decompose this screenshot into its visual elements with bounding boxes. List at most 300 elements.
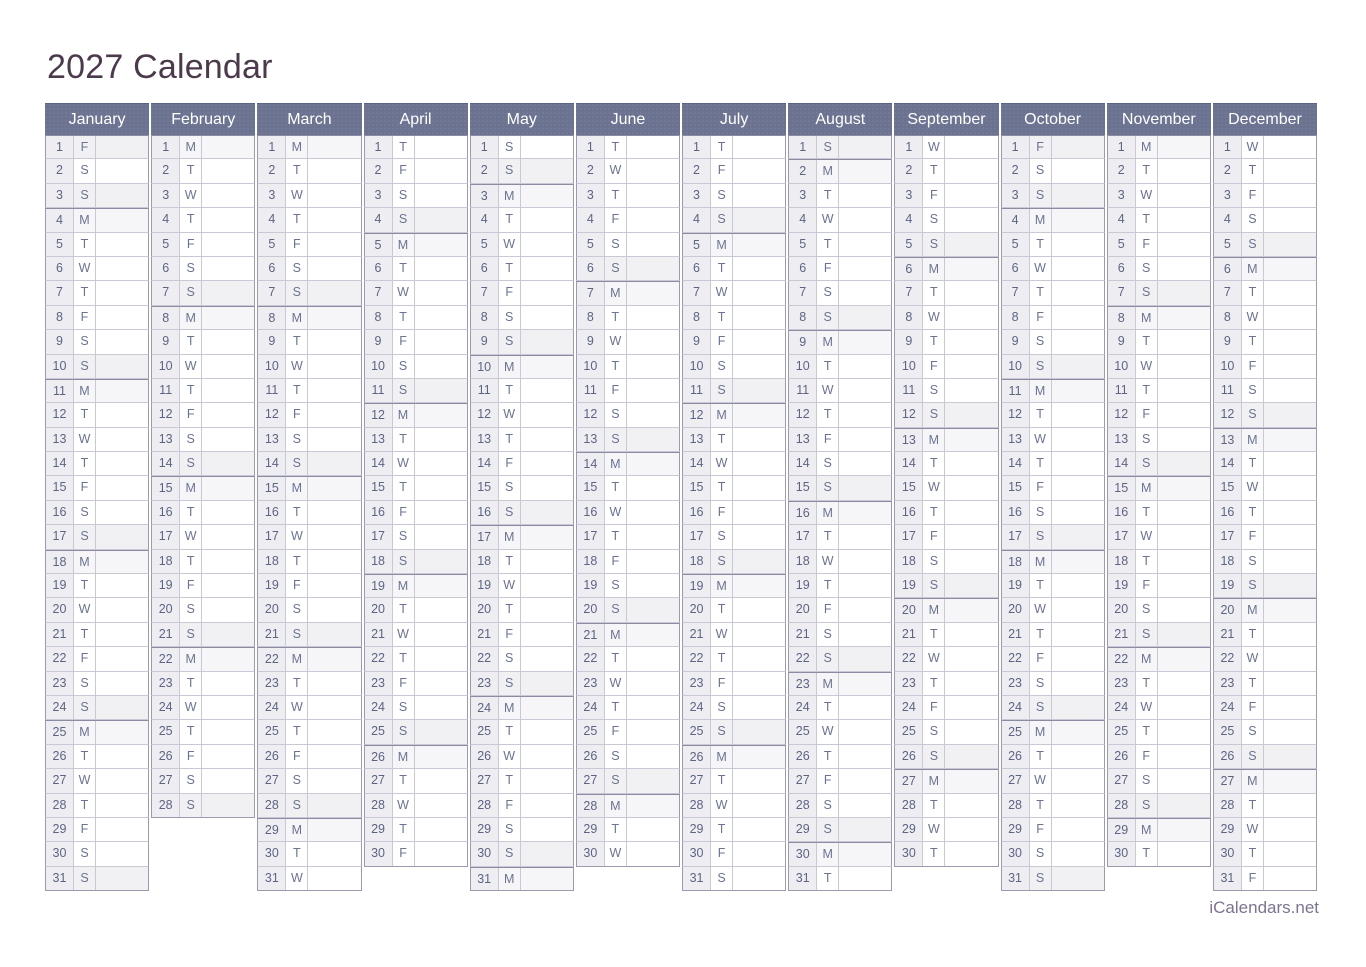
day-note-area[interactable]: [96, 769, 148, 792]
day-note-area[interactable]: [1264, 429, 1316, 451]
day-note-area[interactable]: [415, 136, 467, 158]
day-note-area[interactable]: [202, 598, 254, 621]
day-note-area[interactable]: [308, 379, 360, 402]
day-note-area[interactable]: [202, 745, 254, 768]
day-note-area[interactable]: [202, 257, 254, 280]
day-note-area[interactable]: [627, 403, 679, 426]
day-note-area[interactable]: [733, 867, 785, 890]
day-note-area[interactable]: [1264, 525, 1316, 548]
day-note-area[interactable]: [839, 647, 891, 670]
day-note-area[interactable]: [1264, 745, 1316, 768]
day-note-area[interactable]: [1052, 452, 1104, 475]
day-note-area[interactable]: [627, 453, 679, 475]
day-note-area[interactable]: [1052, 184, 1104, 207]
day-note-area[interactable]: [733, 696, 785, 719]
day-note-area[interactable]: [202, 452, 254, 475]
day-note-area[interactable]: [308, 623, 360, 646]
day-note-area[interactable]: [1052, 136, 1104, 158]
day-note-area[interactable]: [521, 623, 573, 646]
day-note-area[interactable]: [308, 672, 360, 695]
day-note-area[interactable]: [627, 795, 679, 817]
day-note-area[interactable]: [308, 648, 360, 670]
day-note-area[interactable]: [1052, 501, 1104, 524]
day-note-area[interactable]: [415, 257, 467, 280]
day-note-area[interactable]: [1264, 330, 1316, 353]
day-note-area[interactable]: [1264, 476, 1316, 499]
day-note-area[interactable]: [415, 623, 467, 646]
day-note-area[interactable]: [1264, 720, 1316, 743]
day-note-area[interactable]: [839, 136, 891, 158]
day-note-area[interactable]: [96, 525, 148, 548]
day-note-area[interactable]: [1052, 647, 1104, 670]
day-note-area[interactable]: [733, 672, 785, 695]
day-note-area[interactable]: [1158, 794, 1210, 817]
day-note-area[interactable]: [627, 769, 679, 792]
day-note-area[interactable]: [839, 257, 891, 280]
day-note-area[interactable]: [415, 452, 467, 475]
day-note-area[interactable]: [1264, 501, 1316, 524]
day-note-area[interactable]: [1158, 477, 1210, 499]
day-note-area[interactable]: [945, 696, 997, 719]
day-note-area[interactable]: [945, 647, 997, 670]
day-note-area[interactable]: [96, 184, 148, 207]
day-note-area[interactable]: [202, 281, 254, 304]
day-note-area[interactable]: [945, 745, 997, 768]
day-note-area[interactable]: [96, 867, 148, 890]
day-note-area[interactable]: [733, 575, 785, 597]
day-note-area[interactable]: [733, 159, 785, 182]
day-note-area[interactable]: [945, 429, 997, 451]
day-note-area[interactable]: [839, 525, 891, 548]
day-note-area[interactable]: [945, 525, 997, 548]
day-note-area[interactable]: [627, 598, 679, 621]
day-note-area[interactable]: [733, 623, 785, 646]
day-note-area[interactable]: [1158, 379, 1210, 402]
day-note-area[interactable]: [1264, 258, 1316, 280]
day-note-area[interactable]: [96, 842, 148, 865]
day-note-area[interactable]: [415, 159, 467, 182]
day-note-area[interactable]: [521, 330, 573, 353]
day-note-area[interactable]: [839, 403, 891, 426]
day-note-area[interactable]: [839, 452, 891, 475]
day-note-area[interactable]: [839, 355, 891, 378]
day-note-area[interactable]: [627, 525, 679, 548]
day-note-area[interactable]: [521, 745, 573, 768]
day-note-area[interactable]: [1052, 696, 1104, 719]
day-note-area[interactable]: [1264, 184, 1316, 207]
day-note-area[interactable]: [1264, 623, 1316, 646]
day-note-area[interactable]: [945, 770, 997, 792]
day-note-area[interactable]: [733, 501, 785, 524]
day-note-area[interactable]: [1052, 721, 1104, 743]
day-note-area[interactable]: [96, 598, 148, 621]
day-note-area[interactable]: [1158, 355, 1210, 378]
day-note-area[interactable]: [1158, 184, 1210, 207]
day-note-area[interactable]: [521, 136, 573, 158]
day-note-area[interactable]: [202, 136, 254, 158]
day-note-area[interactable]: [1158, 136, 1210, 158]
day-note-area[interactable]: [627, 696, 679, 719]
day-note-area[interactable]: [521, 281, 573, 304]
day-note-area[interactable]: [1052, 281, 1104, 304]
day-note-area[interactable]: [733, 842, 785, 865]
day-note-area[interactable]: [415, 330, 467, 353]
day-note-area[interactable]: [839, 208, 891, 231]
day-note-area[interactable]: [733, 818, 785, 841]
day-note-area[interactable]: [1264, 647, 1316, 670]
day-note-area[interactable]: [415, 501, 467, 524]
day-note-area[interactable]: [1158, 550, 1210, 573]
day-note-area[interactable]: [1158, 501, 1210, 524]
day-note-area[interactable]: [733, 281, 785, 304]
day-note-area[interactable]: [96, 745, 148, 768]
day-note-area[interactable]: [1158, 159, 1210, 182]
day-note-area[interactable]: [308, 257, 360, 280]
day-note-area[interactable]: [839, 281, 891, 304]
day-note-area[interactable]: [839, 574, 891, 597]
day-note-area[interactable]: [945, 330, 997, 353]
day-note-area[interactable]: [202, 672, 254, 695]
day-note-area[interactable]: [415, 404, 467, 426]
day-note-area[interactable]: [839, 818, 891, 841]
day-note-area[interactable]: [839, 160, 891, 182]
day-note-area[interactable]: [308, 598, 360, 621]
day-note-area[interactable]: [733, 355, 785, 378]
day-note-area[interactable]: [415, 818, 467, 841]
day-note-area[interactable]: [308, 208, 360, 231]
day-note-area[interactable]: [839, 331, 891, 353]
day-note-area[interactable]: [415, 647, 467, 670]
day-note-area[interactable]: [839, 720, 891, 743]
day-note-area[interactable]: [1052, 818, 1104, 841]
day-note-area[interactable]: [733, 525, 785, 548]
day-note-area[interactable]: [945, 403, 997, 426]
day-note-area[interactable]: [521, 697, 573, 719]
day-note-area[interactable]: [1264, 136, 1316, 158]
day-note-area[interactable]: [627, 379, 679, 402]
day-note-area[interactable]: [202, 307, 254, 329]
day-note-area[interactable]: [521, 501, 573, 524]
day-note-area[interactable]: [521, 356, 573, 378]
day-note-area[interactable]: [521, 306, 573, 329]
day-note-area[interactable]: [945, 306, 997, 329]
day-note-area[interactable]: [1052, 476, 1104, 499]
day-note-area[interactable]: [202, 525, 254, 548]
day-note-area[interactable]: [308, 307, 360, 329]
day-note-area[interactable]: [96, 136, 148, 158]
day-note-area[interactable]: [627, 330, 679, 353]
day-note-area[interactable]: [521, 574, 573, 597]
day-note-area[interactable]: [945, 355, 997, 378]
day-note-area[interactable]: [96, 818, 148, 841]
day-note-area[interactable]: [733, 452, 785, 475]
day-note-area[interactable]: [308, 477, 360, 499]
day-note-area[interactable]: [1052, 842, 1104, 865]
day-note-area[interactable]: [1158, 598, 1210, 621]
day-note-area[interactable]: [308, 355, 360, 378]
day-note-area[interactable]: [521, 403, 573, 426]
day-note-area[interactable]: [1158, 403, 1210, 426]
day-note-area[interactable]: [415, 672, 467, 695]
day-note-area[interactable]: [839, 696, 891, 719]
day-note-area[interactable]: [627, 672, 679, 695]
day-note-area[interactable]: [415, 575, 467, 597]
day-note-area[interactable]: [839, 502, 891, 524]
day-note-area[interactable]: [839, 306, 891, 329]
day-note-area[interactable]: [1158, 428, 1210, 451]
day-note-area[interactable]: [202, 720, 254, 743]
day-note-area[interactable]: [308, 794, 360, 817]
day-note-area[interactable]: [415, 598, 467, 621]
day-note-area[interactable]: [96, 672, 148, 695]
day-note-area[interactable]: [521, 452, 573, 475]
day-note-area[interactable]: [202, 769, 254, 792]
day-note-area[interactable]: [308, 501, 360, 524]
day-note-area[interactable]: [1052, 672, 1104, 695]
day-note-area[interactable]: [627, 136, 679, 158]
day-note-area[interactable]: [415, 476, 467, 499]
day-note-area[interactable]: [96, 257, 148, 280]
day-note-area[interactable]: [521, 842, 573, 865]
day-note-area[interactable]: [627, 720, 679, 743]
day-note-area[interactable]: [627, 355, 679, 378]
day-note-area[interactable]: [1264, 696, 1316, 719]
day-note-area[interactable]: [1158, 233, 1210, 256]
day-note-area[interactable]: [1052, 330, 1104, 353]
day-note-area[interactable]: [1052, 306, 1104, 329]
day-note-area[interactable]: [945, 501, 997, 524]
day-note-area[interactable]: [415, 550, 467, 573]
day-note-area[interactable]: [839, 623, 891, 646]
day-note-area[interactable]: [1052, 403, 1104, 426]
day-note-area[interactable]: [1052, 428, 1104, 451]
day-note-area[interactable]: [202, 184, 254, 207]
day-note-area[interactable]: [521, 233, 573, 256]
day-note-area[interactable]: [733, 428, 785, 451]
day-note-area[interactable]: [1158, 672, 1210, 695]
day-note-area[interactable]: [521, 257, 573, 280]
day-note-area[interactable]: [96, 403, 148, 426]
day-note-area[interactable]: [627, 282, 679, 304]
day-note-area[interactable]: [415, 428, 467, 451]
day-note-area[interactable]: [1052, 867, 1104, 890]
day-note-area[interactable]: [96, 721, 148, 743]
day-note-area[interactable]: [1264, 452, 1316, 475]
day-note-area[interactable]: [839, 184, 891, 207]
day-note-area[interactable]: [733, 598, 785, 621]
day-note-area[interactable]: [202, 428, 254, 451]
day-note-area[interactable]: [1052, 209, 1104, 231]
day-note-area[interactable]: [627, 501, 679, 524]
day-note-area[interactable]: [945, 136, 997, 158]
day-note-area[interactable]: [521, 159, 573, 182]
day-note-area[interactable]: [202, 550, 254, 573]
day-note-area[interactable]: [96, 233, 148, 256]
day-note-area[interactable]: [521, 526, 573, 548]
day-note-area[interactable]: [1052, 233, 1104, 256]
day-note-area[interactable]: [308, 867, 360, 890]
day-note-area[interactable]: [945, 208, 997, 231]
day-note-area[interactable]: [1158, 307, 1210, 329]
day-note-area[interactable]: [308, 574, 360, 597]
day-note-area[interactable]: [96, 696, 148, 719]
day-note-area[interactable]: [945, 233, 997, 256]
day-note-area[interactable]: [96, 209, 148, 231]
day-note-area[interactable]: [308, 159, 360, 182]
day-note-area[interactable]: [202, 648, 254, 670]
day-note-area[interactable]: [1264, 550, 1316, 573]
day-note-area[interactable]: [733, 746, 785, 768]
day-note-area[interactable]: [96, 306, 148, 329]
day-note-area[interactable]: [415, 281, 467, 304]
day-note-area[interactable]: [1052, 551, 1104, 573]
day-note-area[interactable]: [308, 330, 360, 353]
day-note-area[interactable]: [1264, 794, 1316, 817]
day-note-area[interactable]: [308, 769, 360, 792]
day-note-area[interactable]: [96, 794, 148, 817]
day-note-area[interactable]: [1264, 867, 1316, 890]
day-note-area[interactable]: [521, 428, 573, 451]
day-note-area[interactable]: [1158, 574, 1210, 597]
day-note-area[interactable]: [627, 624, 679, 646]
day-note-area[interactable]: [733, 208, 785, 231]
day-note-area[interactable]: [627, 257, 679, 280]
day-note-area[interactable]: [1264, 306, 1316, 329]
day-note-area[interactable]: [521, 598, 573, 621]
day-note-area[interactable]: [733, 136, 785, 158]
day-note-area[interactable]: [202, 623, 254, 646]
day-note-area[interactable]: [733, 234, 785, 256]
day-note-area[interactable]: [308, 819, 360, 841]
day-note-area[interactable]: [839, 769, 891, 792]
day-note-area[interactable]: [945, 452, 997, 475]
day-note-area[interactable]: [839, 673, 891, 695]
day-note-area[interactable]: [627, 647, 679, 670]
day-note-area[interactable]: [521, 794, 573, 817]
day-note-area[interactable]: [308, 136, 360, 158]
day-note-area[interactable]: [202, 379, 254, 402]
day-note-area[interactable]: [1264, 672, 1316, 695]
day-note-area[interactable]: [733, 647, 785, 670]
day-note-area[interactable]: [945, 794, 997, 817]
day-note-area[interactable]: [1052, 598, 1104, 621]
day-note-area[interactable]: [1052, 745, 1104, 768]
day-note-area[interactable]: [1052, 380, 1104, 402]
day-note-area[interactable]: [733, 720, 785, 743]
day-note-area[interactable]: [202, 477, 254, 499]
day-note-area[interactable]: [415, 746, 467, 768]
day-note-area[interactable]: [839, 745, 891, 768]
day-note-area[interactable]: [839, 476, 891, 499]
day-note-area[interactable]: [96, 551, 148, 573]
day-note-area[interactable]: [415, 794, 467, 817]
day-note-area[interactable]: [96, 501, 148, 524]
day-note-area[interactable]: [415, 720, 467, 743]
day-note-area[interactable]: [202, 794, 254, 817]
day-note-area[interactable]: [839, 379, 891, 402]
day-note-area[interactable]: [415, 379, 467, 402]
day-note-area[interactable]: [945, 281, 997, 304]
day-note-area[interactable]: [945, 159, 997, 182]
day-note-area[interactable]: [308, 696, 360, 719]
day-note-area[interactable]: [1052, 257, 1104, 280]
day-note-area[interactable]: [202, 403, 254, 426]
day-note-area[interactable]: [627, 745, 679, 768]
day-note-area[interactable]: [1264, 355, 1316, 378]
day-note-area[interactable]: [839, 233, 891, 256]
day-note-area[interactable]: [1158, 769, 1210, 792]
day-note-area[interactable]: [1264, 599, 1316, 621]
day-note-area[interactable]: [839, 550, 891, 573]
day-note-area[interactable]: [945, 258, 997, 280]
day-note-area[interactable]: [415, 525, 467, 548]
day-note-area[interactable]: [202, 696, 254, 719]
day-note-area[interactable]: [627, 476, 679, 499]
day-note-area[interactable]: [945, 184, 997, 207]
day-note-area[interactable]: [1158, 819, 1210, 841]
day-note-area[interactable]: [96, 159, 148, 182]
day-note-area[interactable]: [627, 184, 679, 207]
day-note-area[interactable]: [96, 452, 148, 475]
day-note-area[interactable]: [521, 208, 573, 231]
day-note-area[interactable]: [308, 720, 360, 743]
day-note-area[interactable]: [1264, 379, 1316, 402]
day-note-area[interactable]: [415, 355, 467, 378]
day-note-area[interactable]: [627, 233, 679, 256]
day-note-area[interactable]: [202, 159, 254, 182]
day-note-area[interactable]: [308, 233, 360, 256]
day-note-area[interactable]: [733, 794, 785, 817]
day-note-area[interactable]: [202, 574, 254, 597]
day-note-area[interactable]: [415, 234, 467, 256]
day-note-area[interactable]: [308, 550, 360, 573]
day-note-area[interactable]: [1158, 623, 1210, 646]
day-note-area[interactable]: [96, 428, 148, 451]
day-note-area[interactable]: [1264, 574, 1316, 597]
day-note-area[interactable]: [733, 306, 785, 329]
day-note-area[interactable]: [1264, 208, 1316, 231]
day-note-area[interactable]: [96, 647, 148, 670]
day-note-area[interactable]: [1158, 745, 1210, 768]
day-note-area[interactable]: [415, 208, 467, 231]
day-note-area[interactable]: [308, 281, 360, 304]
day-note-area[interactable]: [521, 185, 573, 207]
day-note-area[interactable]: [521, 868, 573, 890]
day-note-area[interactable]: [627, 159, 679, 182]
day-note-area[interactable]: [1158, 842, 1210, 865]
day-note-area[interactable]: [415, 842, 467, 865]
day-note-area[interactable]: [733, 550, 785, 573]
day-note-area[interactable]: [1264, 818, 1316, 841]
day-note-area[interactable]: [521, 379, 573, 402]
day-note-area[interactable]: [945, 672, 997, 695]
day-note-area[interactable]: [627, 550, 679, 573]
day-note-area[interactable]: [96, 623, 148, 646]
day-note-area[interactable]: [521, 647, 573, 670]
day-note-area[interactable]: [627, 306, 679, 329]
day-note-area[interactable]: [521, 769, 573, 792]
day-note-area[interactable]: [1158, 648, 1210, 670]
day-note-area[interactable]: [521, 720, 573, 743]
day-note-area[interactable]: [1264, 842, 1316, 865]
day-note-area[interactable]: [308, 842, 360, 865]
day-note-area[interactable]: [1264, 770, 1316, 792]
day-note-area[interactable]: [839, 428, 891, 451]
day-note-area[interactable]: [1158, 281, 1210, 304]
day-note-area[interactable]: [415, 696, 467, 719]
day-note-area[interactable]: [945, 476, 997, 499]
day-note-area[interactable]: [733, 769, 785, 792]
